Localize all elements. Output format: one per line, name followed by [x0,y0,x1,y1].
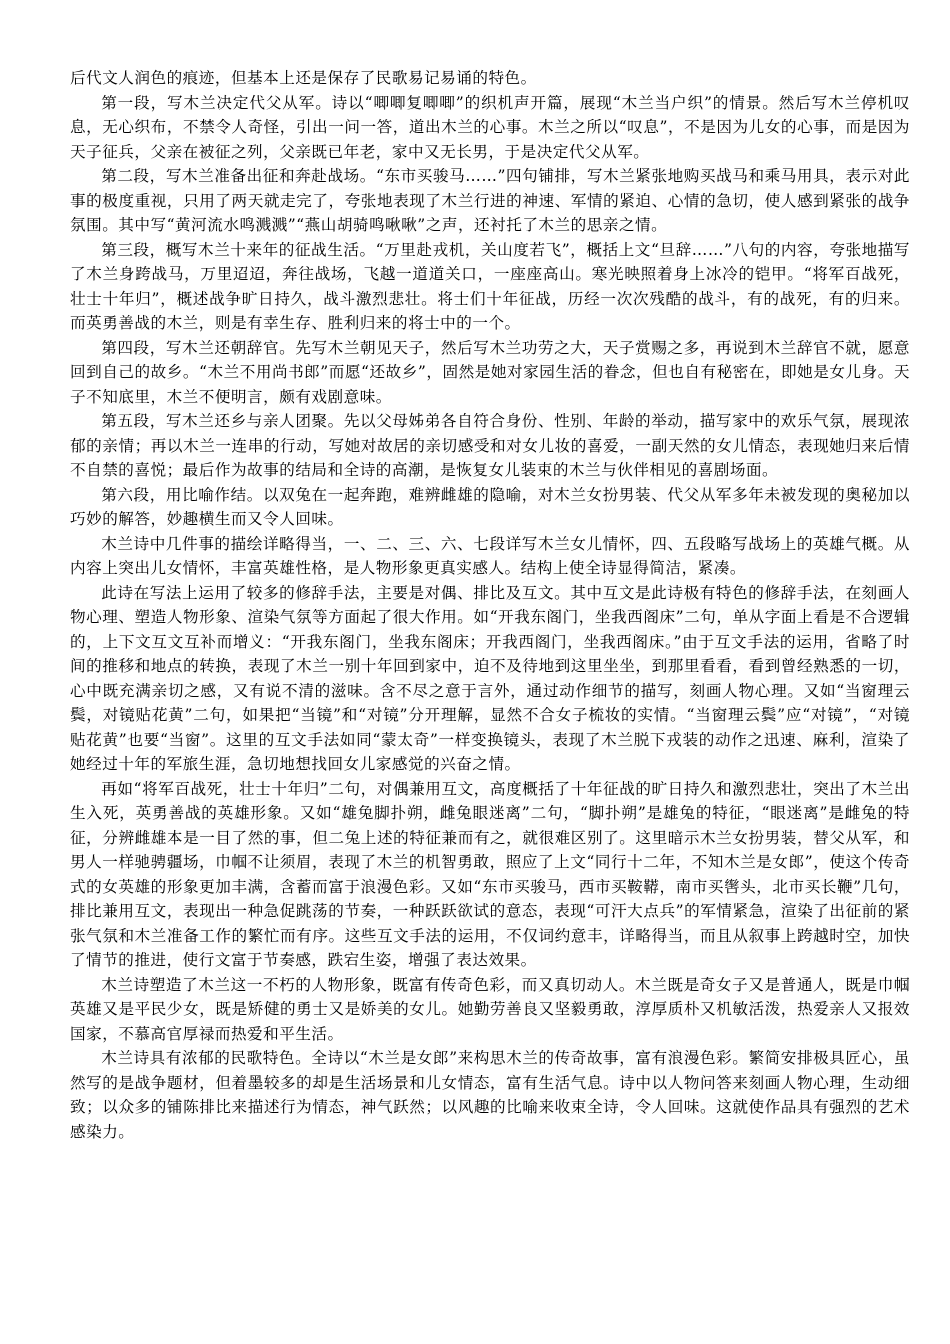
paragraph-folk-style: 木兰诗具有浓郁的民歌特色。全诗以“木兰是女郎”来构思木兰的传奇故事，富有浪漫色彩。繁简安排极具匠心，虽然写的是战争题材，但着墨较多的却是生活场景和儿女情态，富有生活气息。诗中以人物问答来刻画人物心理，生动细致；以众多的铺陈排比来描述行为情态，神气跃然；以风趣的比喻来收束全诗，令人回味。这就使作品具有强烈的艺术感染力。 [70,1049,910,1141]
paragraph-section-2: 第二段，写木兰准备出征和奔赴战场。“东市买骏马……”四句铺排，写木兰紧张地购买战马和乘马用具，表示对此事的极度重视，只用了两天就走完了，夸张地表现了木兰行进的神速、军情的紧迫、心情的急切，使人感到紧张的战争氛围。其中写“黄河流水鸣溅溅”“燕山胡骑鸣啾啾”之声，还衬托了木兰的思亲之情。 [70,167,910,234]
paragraph-section-6: 第六段，用比喻作结。以双兔在一起奔跑，难辨雌雄的隐喻，对木兰女扮男装、代父从军多年未被发现的奥秘加以巧妙的解答，妙趣横生而又令人回味。 [70,485,910,528]
paragraph-section-3: 第三段，概写木兰十来年的征战生活。“万里赴戎机，关山度若飞”，概括上文“旦辞……”八句的内容，夸张地描写了木兰身跨战马，万里迢迢，奔往战场，飞越一道道关口，一座座高山。寒光映照着身上冰冷的铠甲。“将军百战死，壮士十年归”，概述战争旷日持久，战斗激烈悲壮。将士们十年征战，历经一次次残酷的战斗，有的战死，有的归来。而英勇善战的木兰，则是有幸生存、胜利归来的将士中的一个。 [70,240,910,332]
paragraph-structure: 木兰诗中几件事的描绘详略得当，一、二、三、六、七段详写木兰女儿情怀，四、五段略写战场上的英雄气概。从内容上突出儿女情怀，丰富英雄性格，是人物形象更真实感人。结构上使全诗显得简洁，紧凑。 [70,534,910,577]
paragraph-character: 木兰诗塑造了木兰这一不朽的人物形象，既富有传奇色彩，而又真切动人。木兰既是奇女子又是普通人，既是巾帼英雄又是平民少女，既是矫健的勇士又是娇美的女儿。她勤劳善良又坚毅勇敢，淳厚质朴又机敏活泼，热爱亲人又报效国家，不慕高官厚禄而热爱和平生活。 [70,975,910,1043]
paragraph-rhetoric-more: 再如“将军百战死，壮士十年归”二句，对偶兼用互文，高度概括了十年征战的旷日持久和激烈悲壮，突出了木兰出生入死，英勇善战的英雄形象。又如“雄兔脚扑朔，雌兔眼迷离”二句，“脚扑朔”是雄兔的特征，“眼迷离”是雌兔的特征，分辨雌雄本是一目了然的事，但二兔上述的特征兼而有之，就很难区别了。这里暗示木兰女扮男装，替父从军，和男人一样驰骋疆场，巾帼不让须眉，表现了木兰的机智勇敢，照应了上文“同行十二年，不知木兰是女郎”，使这个传奇式的女英雄的形象更加丰满，含蓄而富于浪漫色彩。又如“东市买骏马，西市买鞍鞯，南市买辔头，北市买长鞭”几句，排比兼用互文，表现出一种急促跳荡的节奏，一种跃跃欲试的意态，表现“可汗大点兵”的军情紧急，渲染了出征前的紧张气氛和木兰准备工作的繁忙而有序。这些互文手法的运用，不仅词约意丰，详略得当，而且从叙事上跨越时空，加快了情节的推进，使行文富于节奏感，跌宕生姿，增强了表达效果。 [70,779,910,969]
paragraph-continuation: 后代文人润色的痕迹，但基本上还是保存了民歌易记易诵的特色。 [70,69,537,87]
paragraph-section-1: 第一段，写木兰决定代父从军。诗以“唧唧复唧唧”的织机声开篇，展现“木兰当户织”的情景。然后写木兰停机叹息，无心织布，不禁令人奇怪，引出一问一答，道出木兰的心事。木兰之所以“叹息”，不是因为儿女的心事，而是因为天子征兵，父亲在被征之列，父亲既已年老，家中又无长男，于是决定代父从军。 [70,93,910,161]
paragraph-section-5: 第五段，写木兰还乡与亲人团聚。先以父母姊弟各自符合身份、性别、年龄的举动，描写家中的欢乐气氛，展现浓郁的亲情；再以木兰一连串的行动，写她对故居的亲切感受和对女儿妆的喜爱，一副天然的女儿情态，表现她归来后情不自禁的喜悦；最后作为故事的结局和全诗的高潮，是恢复女儿装束的木兰与伙伴相见的喜剧场面。 [70,412,910,479]
paragraph-section-4: 第四段，写木兰还朝辞官。先写木兰朝见天子，然后写木兰功劳之大，天子赏赐之多，再说到木兰辞官不就，愿意回到自己的故乡。“木兰不用尚书郎”而愿“还故乡”，固然是她对家园生活的眷念，但也自有秘密在，即她是女儿身。天子不知底里，木兰不便明言，颇有戏剧意味。 [70,338,910,406]
document-page [70,66,910,1144]
paragraph-rhetoric: 此诗在写法上运用了较多的修辞手法，主要是对偶、排比及互文。其中互文是此诗极有特色的修辞手法，在刻画人物心理、塑造人物形象、渲染气氛等方面起了很大作用。如“开我东阁门，坐我西阁床”二句，单从字面上看是不合逻辑的，上下文互文互补而增义：“开我东阁门，坐我东阁床；开我西阁门，坐我西阁床。”由于互文手法的运用，省略了时间的推移和地点的转换，表现了木兰一别十年回到家中，迫不及待地到这里坐坐，到那里看看，看到曾经熟悉的一切，心中既充满亲切之感，又有说不清的滋味。含不尽之意于言外，通过动作细节的描写，刻画人物心理。又如“当窗理云鬓，对镜贴花黄”二句，如果把“当镜”和“对镜”分开理解，显然不合女子梳妆的实情。“当窗理云鬓”应“对镜”，“对镜贴花黄”也要“当窗”。这里的互文手法如同“蒙太奇”一样变换镜头，表现了木兰脱下戎装的动作之迅速、麻利，渲染了她经过十年的军旅生涯，急切地想找回女儿家感觉的兴奋之情。 [70,583,910,773]
